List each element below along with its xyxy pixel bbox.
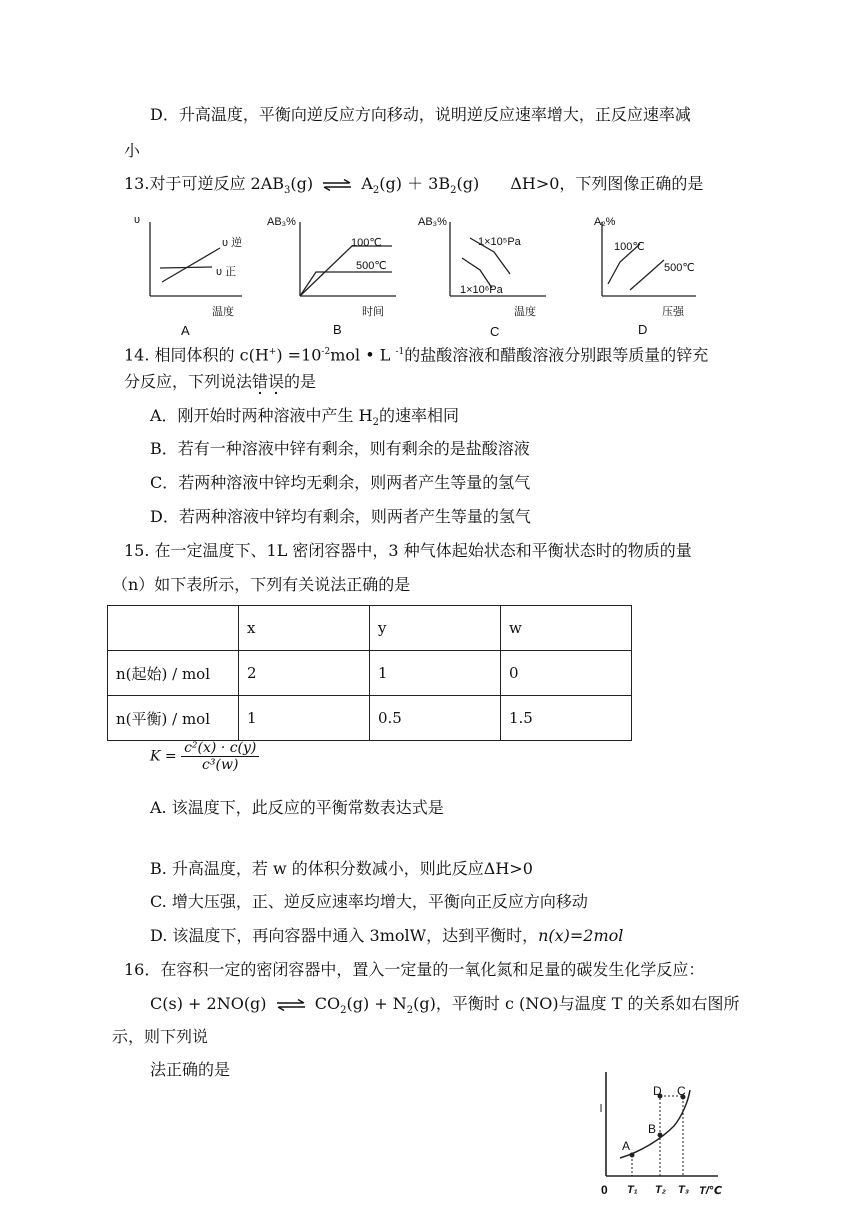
q16-equation: C(s) + 2NO(g) $CO_2(g) + N_2(g)$，平衡时 c (NO)与温度 T 的关系如右图所 [150, 994, 740, 1017]
fig-c-xlabel: 温度 [514, 306, 536, 318]
fig-c-curve2-label: 1×10⁶Pa [460, 284, 503, 296]
table-cell: 2 [239, 651, 370, 696]
fig-a-xlabel: 温度 [212, 306, 234, 318]
q15-option-b: B. 升高温度，若 w 的体积分数减小，则此反应ΔH>0 [150, 859, 533, 878]
fig-b-ylabel: AB₃% [267, 216, 296, 228]
fig-a-ylabel: υ [134, 214, 141, 226]
q16-stem-line1: 16．在容积一定的密闭容器中，置入一定量的一氧化氮和足量的碳发生化学反应： [124, 960, 705, 979]
equilibrium-arrows-icon [276, 999, 306, 1011]
q14-option-d: D．若两种溶液中锌均有剩余，则两者产生等量的氢气 [150, 507, 531, 526]
fig-a-curve2-label: υ 正 [216, 266, 237, 278]
graph-label-b: B [648, 1122, 657, 1136]
fig-b-curve1-label: 100℃ [351, 237, 382, 249]
formula-numerator: c²(x) · c(y) [181, 740, 259, 757]
fig-d-letter: D [638, 322, 648, 337]
fig-d-xlabel: 压强 [662, 306, 684, 318]
table-cell: 1.5 [501, 696, 632, 741]
table-row [108, 651, 632, 696]
graph-x-unit: T/℃ [699, 1185, 723, 1197]
q15-stem-line2: （n）如下表所示，下列有关说法正确的是 [112, 575, 411, 594]
q15-option-a: A. 该温度下，此反应的平衡常数表达式是 [150, 798, 444, 817]
fig-a-curve-forward [160, 267, 212, 268]
fig-a-curve-reverse [162, 248, 220, 282]
table-row [108, 606, 632, 651]
table-cell: 0.5 [370, 696, 501, 741]
graph-label-a: A [622, 1139, 631, 1153]
fig-a-curve1-label: υ 逆 [222, 237, 243, 249]
fig-b-letter: B [333, 322, 342, 337]
table-cell: n(起始) / mol [108, 651, 239, 696]
q14-option-a: A．刚开始时两种溶液中产生 $H_2$的速率相同 [150, 406, 459, 429]
graph-label-d: D [653, 1084, 662, 1098]
q15-stem-line1: 15. 在一定温度下、1L 密闭容器中，3 种气体起始状态和平衡状态时的物质的量 [124, 541, 692, 560]
fig-c-ylabel: AB₃% [418, 216, 447, 228]
fig-c-curve1-label: 1×10⁵Pa [478, 236, 521, 248]
fig-d-curve1-label: 100℃ [614, 241, 645, 253]
q15-table [107, 605, 632, 741]
graph-origin: 0 [601, 1183, 608, 1197]
point-b [658, 1133, 663, 1138]
fig-b-curve2-label: 500℃ [356, 260, 387, 272]
table-cell: 1 [239, 696, 370, 741]
fig-a-letter: A [181, 323, 190, 338]
q16-stem-line3: 示，则下列说 [112, 1027, 209, 1046]
graph-label-c: C [677, 1084, 686, 1098]
fig-d-curve-500 [630, 260, 664, 290]
q16-stem-line4: 法正确的是 [150, 1060, 231, 1079]
table-cell: y [370, 606, 501, 651]
q13-stem: 13.对于可逆反应 $2AB_3(g) A_2(g) + 3B_2(g)$ ΔH>0，下列图像正确的是 [124, 174, 704, 197]
graph-t2: T₂ [655, 1184, 666, 1196]
fig-d-curve2-label: 500℃ [664, 262, 695, 274]
table-cell: 0 [501, 651, 632, 696]
fig-c-letter: C [490, 324, 500, 339]
fig-d-ylabel: A₂% [594, 216, 616, 228]
q14-option-c: C．若两种溶液中锌均无剩余，则两者产生等量的氢气 [150, 473, 531, 492]
q14-stem-line2: 分反应，下列说法错误的是 [124, 371, 316, 393]
q12-option-d-cont: 小 [124, 141, 141, 160]
table-row [108, 696, 632, 741]
q14-stem-line1: 14. 相同体积的 $c(H^+) =10^{-2}mol$ • L $^{-1}$的盐酸溶液和醋酸溶液分别跟等质量的锌充 [124, 345, 709, 365]
graph-t3: T₃ [678, 1184, 689, 1196]
point-a [630, 1153, 635, 1158]
table-cell: 1 [370, 651, 501, 696]
graph-t1: T₁ [627, 1184, 638, 1196]
table-cell: n(平衡) / mol [108, 696, 239, 741]
q14-emphasis: 错误 [252, 372, 284, 395]
q12-option-d: D．升高温度，平衡向逆反应方向移动，说明逆反应速率增大，正反应速率减 [150, 105, 691, 124]
q14-option-b: B．若有一种溶液中锌有剩余，则有剩余的是盐酸溶液 [150, 439, 530, 458]
table-cell: x [239, 606, 370, 651]
q15-option-c: C. 增大压强，正、逆反应速率均增大，平衡向正反应方向移动 [150, 892, 588, 911]
q15-option-d: D. 该温度下，再向容器中通入 3molW，达到平衡时，n(x)=2mol [150, 926, 624, 945]
equilibrium-constant-formula: K = $\frac{\text{c²(x) · c(y)}}{\text{c³(w)}}$ [150, 740, 259, 773]
table-cell: w [501, 606, 632, 651]
formula-denominator: c³(w) [202, 757, 239, 773]
fig-b-xlabel: 时间 [362, 306, 384, 318]
figure-d [602, 222, 696, 296]
equilibrium-arrows-icon [322, 179, 352, 191]
table-cell [108, 606, 239, 651]
fig-b-curve-500 [300, 272, 392, 296]
